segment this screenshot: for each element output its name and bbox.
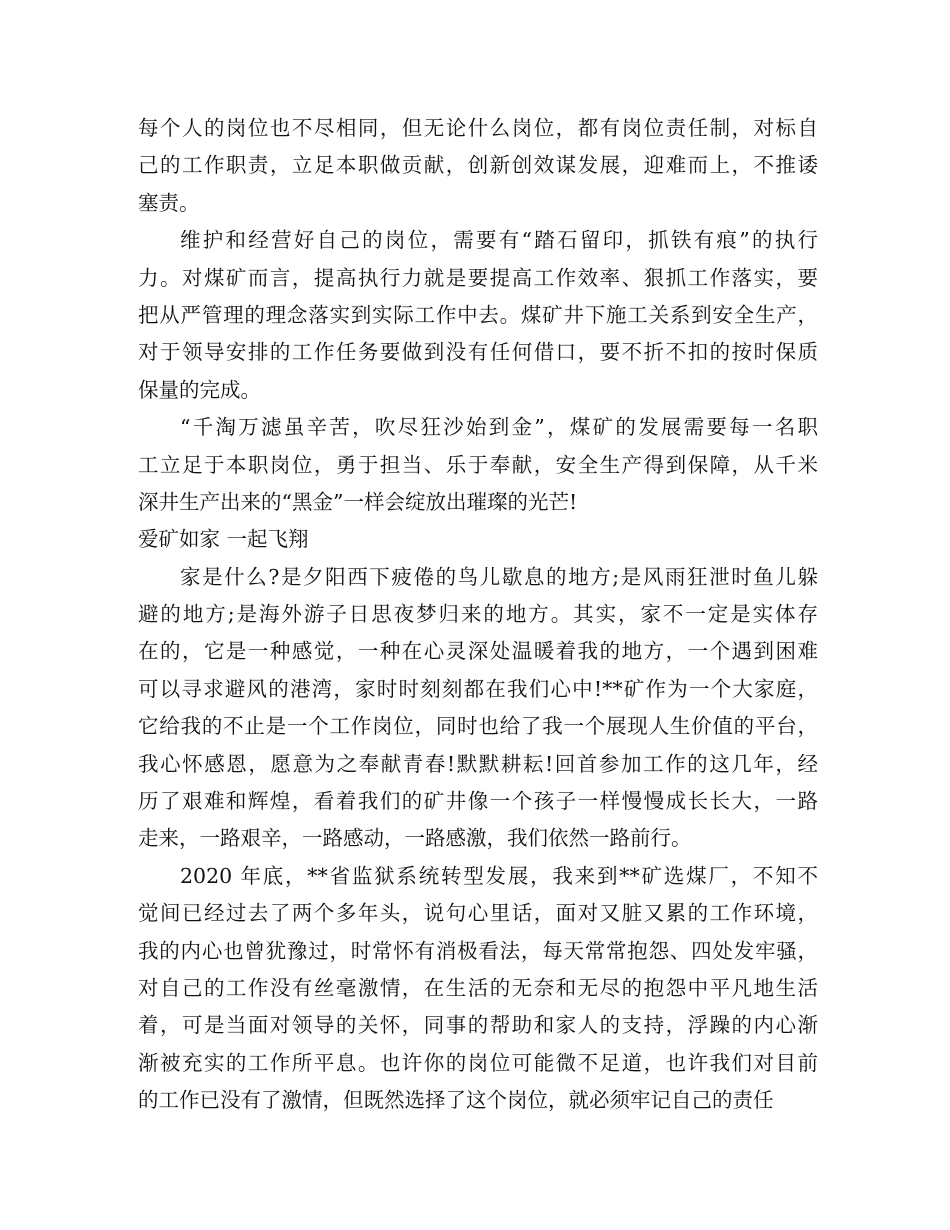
paragraph <box>138 559 818 858</box>
paragraph-line: 工立足于本职岗位，勇于担当、乐于奉献，安全生产得到保障，从千米 <box>138 452 818 477</box>
paragraph-line: “千淘万滤虽辛苦，吹尽狂沙始到金”，煤矿的发展需要每一名职 <box>180 415 818 440</box>
paragraph-line: 觉间已经过去了两个多年头，说句心里话，面对又脏又累的工作环境， <box>138 901 818 926</box>
paragraph-line: 2020 年底，**省监狱系统转型发展，我来到**矿选煤厂，不知不 <box>180 863 818 888</box>
paragraph-line: 把从严管理的理念落实到实际工作中去。煤矿井下施工关系到安全生产， <box>138 302 818 327</box>
paragraph-line: 我的内心也曾犹豫过，时常怀有消极看法，每天常常抱怨、四处发牢骚， <box>138 938 818 963</box>
paragraph-line: 己的工作职责，立足本职做贡献，创新创效谋发展，迎难而上，不推诿 <box>138 153 818 178</box>
heading-text: 爱矿如家 一起飞翔 <box>138 527 309 552</box>
paragraph-line: 渐被充实的工作所平息。也许你的岗位可能微不足道，也许我们对目前 <box>138 1050 818 1075</box>
paragraph-line: 在的，它是一种感觉，一种在心灵深处温暖着我的地方，一个遇到困难 <box>138 639 818 664</box>
paragraph-line: 走来，一路艰辛，一路感动，一路感激，我们依然一路前行。 <box>138 826 692 851</box>
paragraph-line: 对自己的工作没有丝毫激情，在生活的无奈和无尽的抱怨中平凡地生活 <box>138 975 818 1000</box>
paragraph-line: 对于领导安排的工作任务要做到没有任何借口，要不折不扣的按时保质 <box>138 340 818 365</box>
paragraph-line: 保量的完成。 <box>138 377 261 402</box>
section-heading <box>138 521 818 558</box>
paragraph-line: 力。对煤矿而言，提高执行力就是要提高工作效率、狠抓工作落实，要 <box>138 265 818 290</box>
paragraph-line: 它给我的不止是一个工作岗位，同时也给了我一个展现人生价值的平台， <box>138 714 818 739</box>
paragraph-line: 我心怀感恩，愿意为之奉献青春!默默耕耘!回首参加工作的这几年，经 <box>138 751 818 776</box>
paragraph <box>138 409 818 521</box>
paragraph-line: 避的地方;是海外游子日思夜梦归来的地方。其实，家不一定是实体存 <box>138 602 818 627</box>
paragraph-line: 可以寻求避风的港湾，家时时刻刻都在我们心中!**矿作为一个大家庭， <box>138 676 818 701</box>
paragraph-line: 塞责。 <box>138 190 200 215</box>
paragraph-line: 着，可是当面对领导的关怀，同事的帮助和家人的支持，浮躁的内心渐 <box>138 1013 818 1038</box>
document-body <box>138 110 818 1120</box>
paragraph-line: 深井生产出来的“黑金”一样会绽放出璀璨的光芒! <box>138 489 578 514</box>
paragraph-line: 家是什么?是夕阳西下疲倦的鸟儿歇息的地方;是风雨狂泄时鱼儿躲 <box>180 564 818 589</box>
paragraph <box>138 222 818 409</box>
paragraph-line: 维护和经营好自己的岗位，需要有“踏石留印，抓铁有痕”的执行 <box>180 228 818 253</box>
paragraph <box>138 858 818 1120</box>
paragraph-line: 历了艰难和辉煌，看着我们的矿井像一个孩子一样慢慢成长长大，一路 <box>138 789 818 814</box>
paragraph <box>138 110 818 222</box>
paragraph-line: 每个人的岗位也不尽相同，但无论什么岗位，都有岗位责任制，对标自 <box>138 116 818 140</box>
document-page <box>138 110 818 1120</box>
paragraph-line: 的工作已没有了激情，但既然选择了这个岗位，就必须牢记自己的责任 <box>138 1088 774 1113</box>
